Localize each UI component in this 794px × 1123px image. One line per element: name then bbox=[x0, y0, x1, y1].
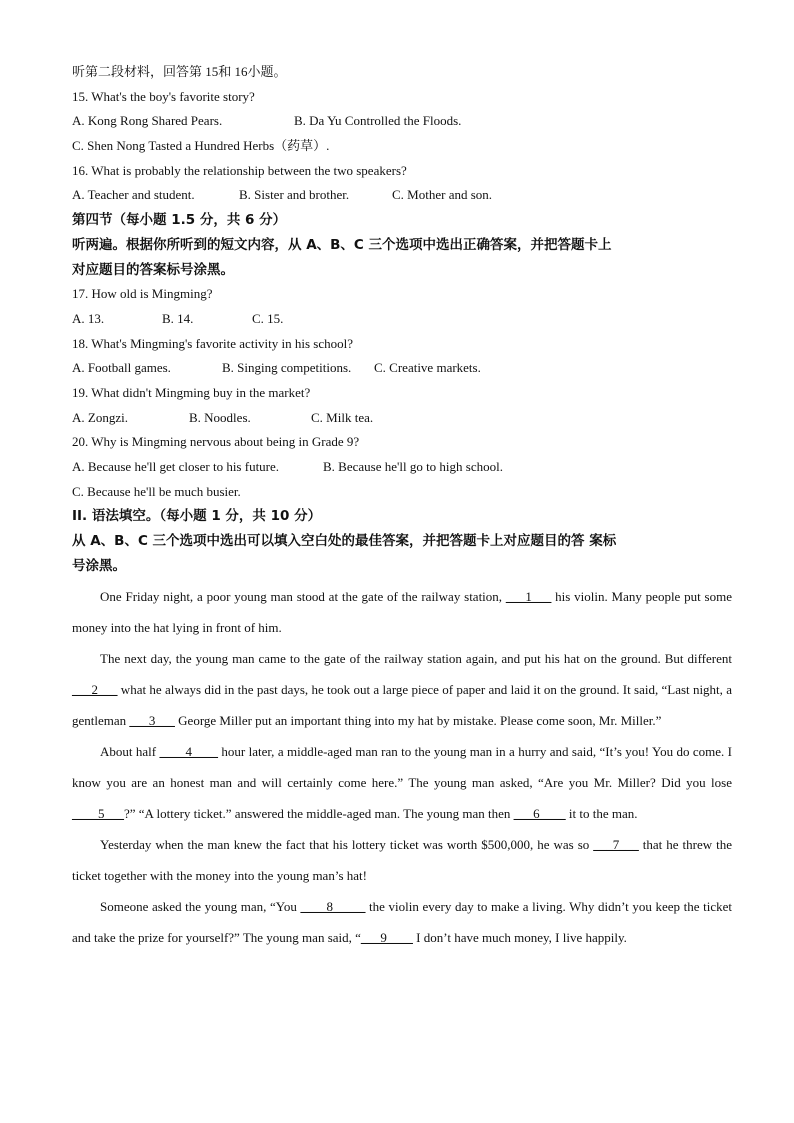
blank-2: ___2___ bbox=[72, 682, 118, 698]
option-15c: C. Shen Nong Tasted a Hundred Herbs（药草）. bbox=[72, 138, 330, 154]
option-18c: C. Creative markets. bbox=[374, 360, 481, 376]
option-17a: A. 13. bbox=[72, 310, 105, 326]
section-4-instruction-line2: 对应题目的答案标号涂黑。 bbox=[72, 261, 234, 278]
cloze-passage bbox=[72, 581, 732, 953]
option-16c: C. Mother and son. bbox=[392, 187, 493, 203]
grammar-instruction-line1: 从 A、B、C 三个选项中选出可以填入空白处的最佳答案，并把答题卡上对应题目的答 案标 bbox=[72, 533, 617, 550]
blank-8: ____8_____ bbox=[300, 899, 366, 915]
section-4-heading: 第四节（每小题 1.5 分，共 6 分） bbox=[72, 212, 287, 229]
question-15-options-row1 bbox=[72, 109, 732, 134]
option-18a: A. Football games. bbox=[72, 360, 171, 376]
passage-paragraph-4: Yesterday when the man knew the fact that his lottery ticket was worth $500,000, he was so ___7___ that he threw the ticket together with the money into the young man’s hat! bbox=[72, 837, 732, 884]
blank-3: ___3___ bbox=[129, 713, 175, 729]
option-15b: B. Da Yu Controlled the Floods. bbox=[294, 113, 462, 129]
option-19b: B. Noodles. bbox=[189, 409, 251, 425]
question-16-options bbox=[72, 183, 732, 208]
blank-9: ___9____ bbox=[360, 930, 413, 946]
question-15-stem: 15. What's the boy's favorite story? bbox=[72, 88, 255, 104]
option-16a: A. Teacher and student. bbox=[72, 187, 195, 203]
section-4-instruction-line1: 听两遍。根据你所听到的短文内容，从 A、B、C 三个选项中选出正确答案，并把答题卡上 bbox=[72, 236, 612, 253]
passage-paragraph-2: The next day, the young man came to the gate of the railway station again, and put his hat on the ground. But different ___2___ what he always did in the past days, he took out a large piece of paper and laid it on the ground. It said, “Last night, a gentleman ___3___ George Miller put an important thing into my hat by mistake. Please come soon, Mr. Miller.” bbox=[72, 651, 732, 729]
question-18-options bbox=[72, 356, 732, 381]
option-17b: B. 14. bbox=[162, 310, 194, 326]
passage-paragraph-3: About half ____4____ hour later, a middle-aged man ran to the young man in a hurry and said, “It’s you! You do come. I know you are an honest man and will certainly come here.” The young man asked, “Are you Mr. Miller? Did you lose ____5___?” “A lottery ticket.” answered the middle-aged man. The young man then ___6____ it to the man. bbox=[72, 744, 732, 822]
question-16-stem: 16. What is probably the relationship between the two speakers? bbox=[72, 162, 407, 178]
question-20-options-row1 bbox=[72, 455, 732, 480]
blank-4: ____4____ bbox=[159, 744, 218, 760]
listening-intro: 听第二段材料，回答第 15和 16小题。 bbox=[72, 64, 287, 79]
option-20a: A. Because he'll get closer to his future. bbox=[72, 459, 280, 474]
option-19c: C. Milk tea. bbox=[311, 409, 374, 425]
grammar-instruction-line2: 号涂黑。 bbox=[72, 557, 126, 574]
grammar-heading: II. 语法填空。（每小题 1 分，共 10 分） bbox=[72, 508, 322, 525]
question-18-stem: 18. What's Mingming's favorite activity in his school? bbox=[72, 335, 354, 351]
exam-page bbox=[72, 60, 732, 953]
option-18b: B. Singing competitions. bbox=[222, 360, 352, 376]
passage-paragraph-1: One Friday night, a poor young man stood at the gate of the railway station, ___1___ his violin. Many people put some money into the hat lying in front of him. bbox=[72, 589, 732, 636]
question-17-stem: 17. How old is Mingming? bbox=[72, 286, 213, 302]
option-16b: B. Sister and brother. bbox=[239, 187, 350, 203]
passage-paragraph-5: Someone asked the young man, “You ____8_____ the violin every day to make a living. Why didn’t you keep the ticket and take the prize for yourself?” The young man said, “___9____ I don’t have much money, I live happily. bbox=[72, 899, 732, 946]
blank-6: ___6____ bbox=[513, 806, 566, 822]
blank-1: ___1___ bbox=[505, 589, 552, 605]
option-20c: C. Because he'll be much busier. bbox=[72, 483, 241, 499]
question-17-options bbox=[72, 307, 732, 332]
option-17c: C. 15. bbox=[252, 310, 284, 326]
question-19-options bbox=[72, 406, 732, 431]
option-15a: A. Kong Rong Shared Pears. bbox=[72, 113, 223, 129]
blank-5: ____5___ bbox=[72, 806, 124, 822]
question-19-stem: 19. What didn't Mingming buy in the market? bbox=[72, 384, 311, 400]
option-19a: A. Zongzi. bbox=[72, 409, 128, 425]
question-20-stem: 20. Why is Mingming nervous about being in Grade 9? bbox=[72, 434, 360, 450]
option-20b: B. Because he'll go to high school. bbox=[323, 459, 503, 474]
blank-7: ___7___ bbox=[593, 837, 639, 853]
